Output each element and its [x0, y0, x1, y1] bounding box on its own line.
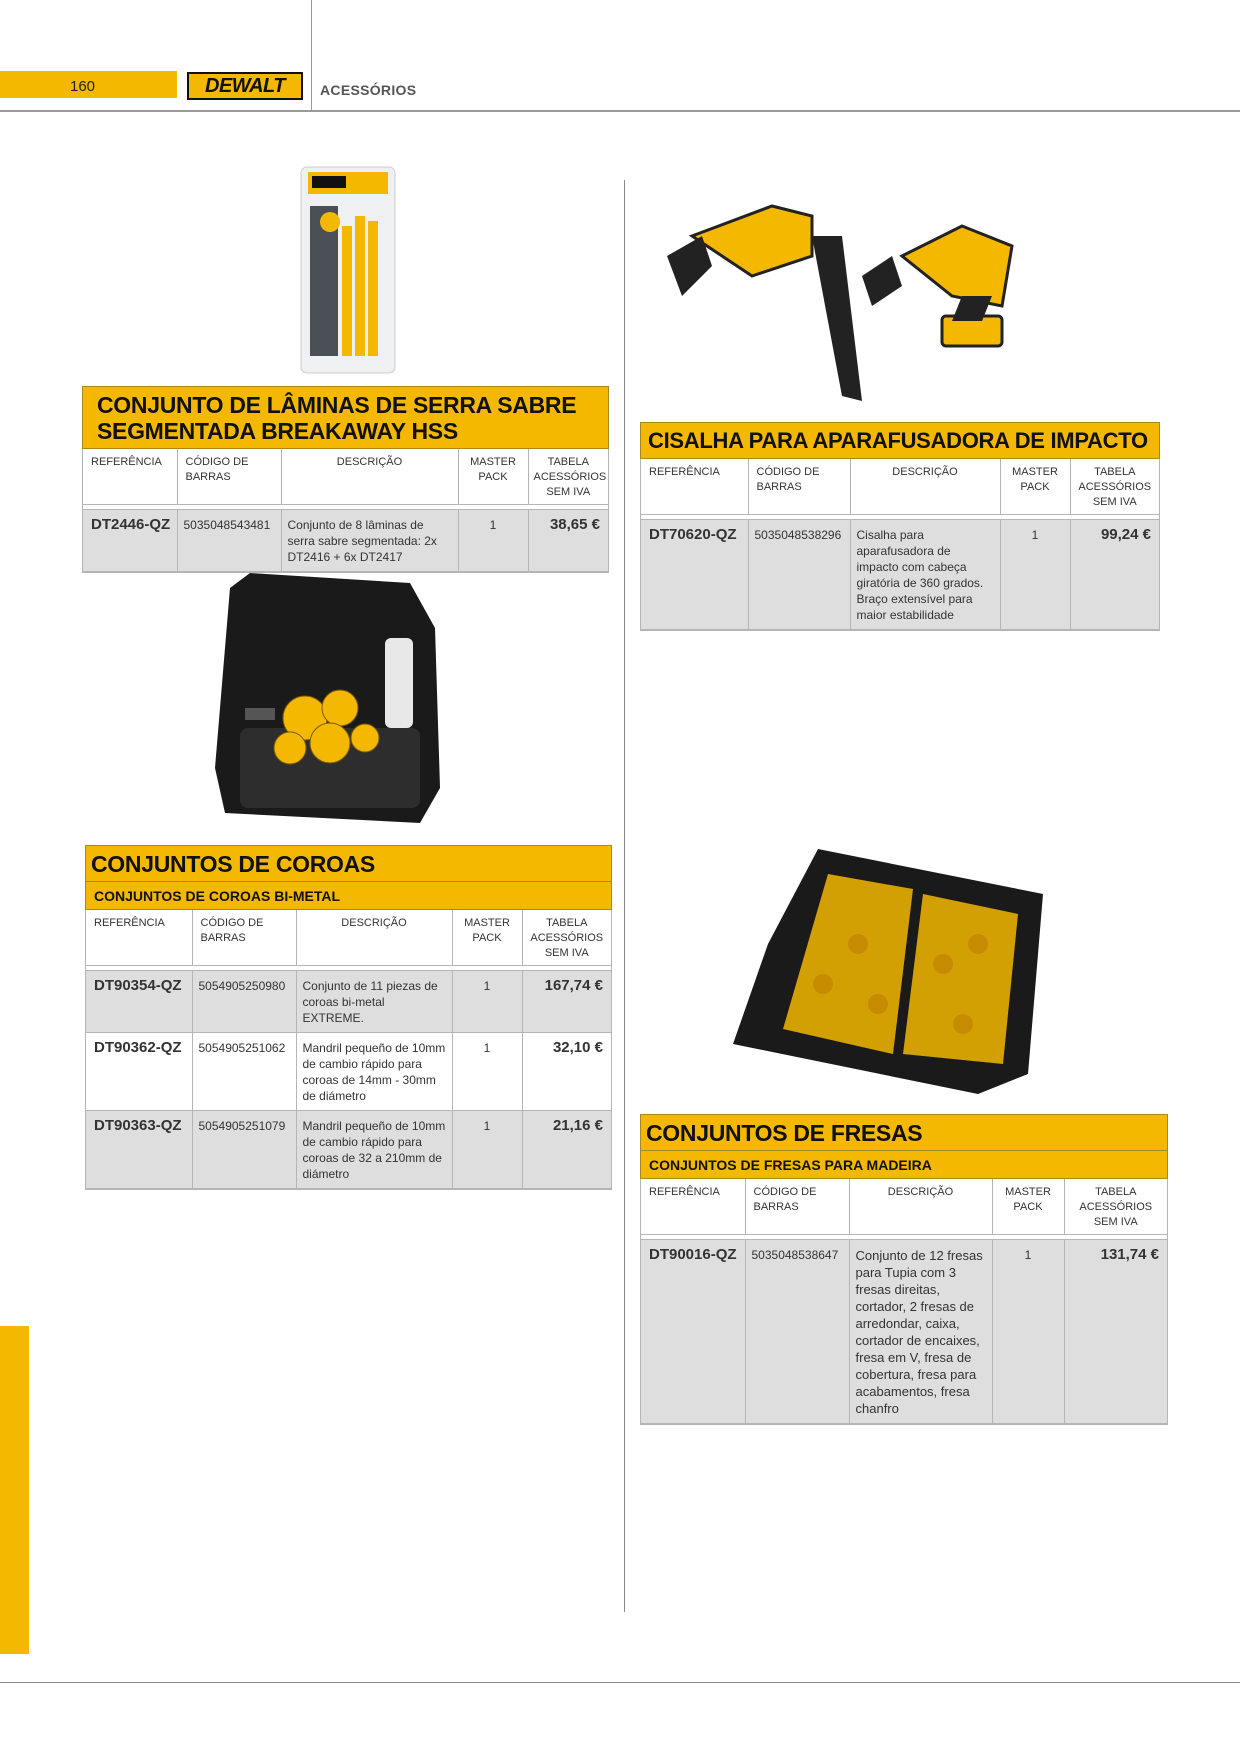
- dewalt-logo: DEWALT: [187, 72, 303, 100]
- section-title: ACESSÓRIOS: [320, 82, 417, 98]
- product-barcode: 5054905251079: [192, 1111, 296, 1189]
- footer-rule: [0, 1682, 1240, 1683]
- product-barcode: 5054905250980: [192, 971, 296, 1033]
- table-row: [86, 971, 611, 1033]
- router-bit-block-subtitle: CONJUNTOS DE FRESAS PARA MADEIRA: [640, 1151, 1168, 1179]
- product-master-pack: 1: [458, 510, 528, 572]
- product-ref: DT70620-QZ: [641, 520, 748, 630]
- product-barcode: 5035048538647: [745, 1240, 849, 1424]
- header-rule: [0, 110, 1240, 112]
- col-header-description: DESCRIÇÃO: [281, 449, 458, 505]
- sabre-block-title: CONJUNTO DE LÂMINAS DE SERRA SABRE SEGMENTADA BREAKAWAY HSS: [82, 386, 609, 449]
- product-price: 21,16 €: [522, 1111, 611, 1189]
- col-header-master-pack: MASTER PACK: [452, 910, 522, 966]
- hole-saw-sets-block: [85, 845, 612, 1190]
- shear-block-title: CISALHA PARA APARAFUSADORA DE IMPACTO: [640, 422, 1160, 459]
- product-master-pack: 1: [1000, 520, 1070, 630]
- router-bit-set-image: [728, 844, 1050, 1098]
- router-bit-product-table: [641, 1179, 1167, 1424]
- product-description: Conjunto de 11 piezas de coroas bi-metal EXTREME.: [296, 971, 452, 1033]
- col-header-price: TABELA ACESSÓRIOS SEM IVA: [1064, 1179, 1167, 1235]
- product-barcode: 5035048538296: [748, 520, 850, 630]
- product-master-pack: 1: [992, 1240, 1064, 1424]
- table-row: [641, 520, 1159, 630]
- col-header-master-pack: MASTER PACK: [458, 449, 528, 505]
- col-header-ref: REFERÊNCIA: [641, 1179, 745, 1235]
- table-header-row: [86, 910, 611, 966]
- hole-saw-block-title: CONJUNTOS DE COROAS: [85, 845, 612, 882]
- side-accent-bar: [0, 1326, 29, 1654]
- hole-saw-product-table: [86, 910, 611, 1189]
- col-header-barcode: CÓDIGO DE BARRAS: [748, 459, 850, 515]
- sabre-blade-pack-image: [300, 166, 396, 374]
- product-description: Conjunto de 8 lâminas de serra sabre segmentada: 2x DT2416 + 6x DT2417: [281, 510, 458, 572]
- product-price: 167,74 €: [522, 971, 611, 1033]
- product-description: Cisalha para aparafusadora de impacto com cabeça giratória de 360 grados. Braço extensível para maior estabilidade: [850, 520, 1000, 630]
- table-row: [86, 1033, 611, 1111]
- sabre-product-table: [83, 449, 608, 572]
- col-header-price: TABELA ACESSÓRIOS SEM IVA: [522, 910, 611, 966]
- product-ref: DT90363-QZ: [86, 1111, 192, 1189]
- col-header-description: DESCRIÇÃO: [849, 1179, 992, 1235]
- product-price: 32,10 €: [522, 1033, 611, 1111]
- product-barcode: 5054905251062: [192, 1033, 296, 1111]
- col-header-ref: REFERÊNCIA: [641, 459, 748, 515]
- product-master-pack: 1: [452, 1111, 522, 1189]
- product-ref: DT2446-QZ: [83, 510, 177, 572]
- shear-attachment-block: [640, 422, 1160, 631]
- column-divider: [624, 180, 625, 1612]
- col-header-description: DESCRIÇÃO: [296, 910, 452, 966]
- product-price: 99,24 €: [1070, 520, 1159, 630]
- col-header-barcode: CÓDIGO DE BARRAS: [177, 449, 281, 505]
- page-number: 160: [70, 78, 96, 95]
- product-master-pack: 1: [452, 971, 522, 1033]
- product-master-pack: 1: [452, 1033, 522, 1111]
- col-header-ref: REFERÊNCIA: [83, 449, 177, 505]
- table-header-row: [83, 449, 608, 505]
- product-ref: DT90354-QZ: [86, 971, 192, 1033]
- product-barcode: 5035048543481: [177, 510, 281, 572]
- table-row: [83, 510, 608, 572]
- hole-saw-block-subtitle: CONJUNTOS DE COROAS BI-METAL: [85, 882, 612, 910]
- table-header-row: [641, 459, 1159, 515]
- sabre-blade-set-block: [82, 386, 609, 573]
- router-bit-sets-block: [640, 1114, 1168, 1425]
- shear-product-table: [641, 459, 1159, 630]
- col-header-barcode: CÓDIGO DE BARRAS: [745, 1179, 849, 1235]
- col-header-price: TABELA ACESSÓRIOS SEM IVA: [528, 449, 608, 505]
- col-header-master-pack: MASTER PACK: [992, 1179, 1064, 1235]
- hole-saw-kit-image: [210, 568, 442, 828]
- col-header-price: TABELA ACESSÓRIOS SEM IVA: [1070, 459, 1159, 515]
- col-header-barcode: CÓDIGO DE BARRAS: [192, 910, 296, 966]
- product-ref: DT90016-QZ: [641, 1240, 745, 1424]
- table-row: [86, 1111, 611, 1189]
- product-description: Mandril pequeño de 10mm de cambio rápido para coroas de 14mm - 30mm de diámetro: [296, 1033, 452, 1111]
- col-header-description: DESCRIÇÃO: [850, 459, 1000, 515]
- col-header-ref: REFERÊNCIA: [86, 910, 192, 966]
- product-price: 131,74 €: [1064, 1240, 1167, 1424]
- product-description: Conjunto de 12 fresas para Tupia com 3 fresas direitas, cortador, 2 fresas de arredondar, caixa, cortador de encaixes, fresa em V, fresa de cobertura, fresa para acabamentos, fresa chanfro: [849, 1240, 992, 1424]
- product-price: 38,65 €: [528, 510, 608, 572]
- table-header-row: [641, 1179, 1167, 1235]
- router-bit-block-title: CONJUNTOS DE FRESAS: [640, 1114, 1168, 1151]
- header-vertical-rule: [311, 0, 312, 112]
- shear-attachment-image: [662, 196, 1022, 410]
- col-header-master-pack: MASTER PACK: [1000, 459, 1070, 515]
- product-ref: DT90362-QZ: [86, 1033, 192, 1111]
- table-row: [641, 1240, 1167, 1424]
- product-description: Mandril pequeño de 10mm de cambio rápido para coroas de 32 a 210mm de diámetro: [296, 1111, 452, 1189]
